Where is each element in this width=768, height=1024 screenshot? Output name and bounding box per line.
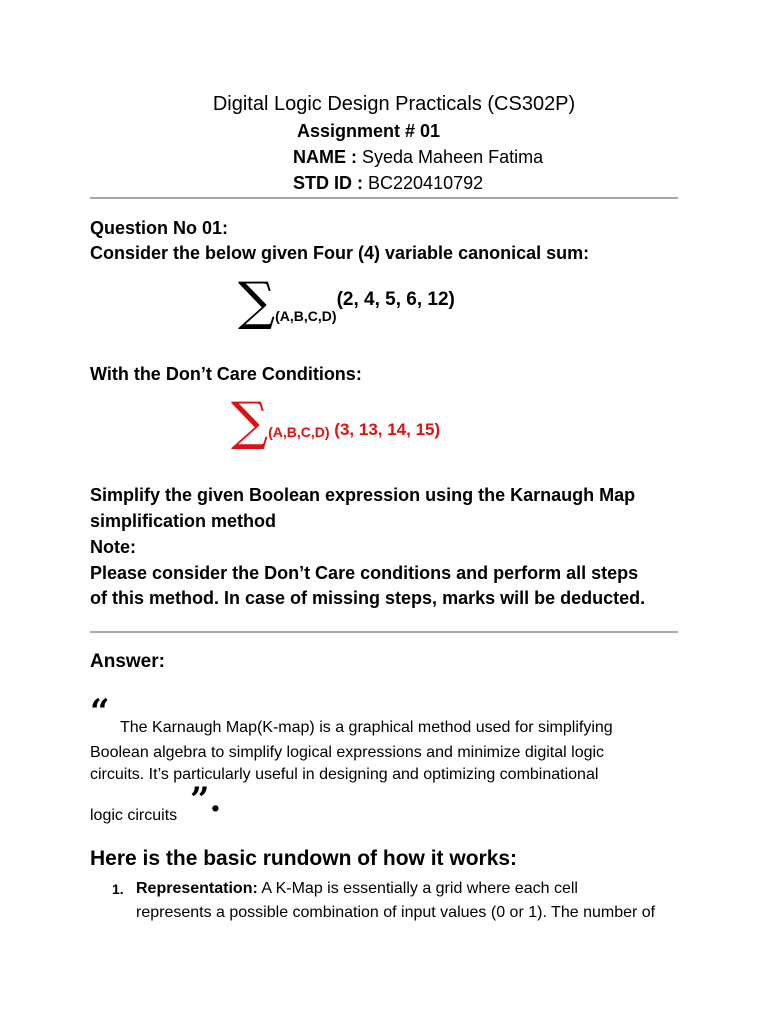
note-label: Note: bbox=[90, 537, 136, 557]
name-label: NAME : bbox=[293, 147, 357, 167]
sigma-symbol: ∑ bbox=[238, 272, 276, 332]
list-item-line-2: represents a possible combination of input values (0 or 1). The number of bbox=[136, 904, 656, 921]
dont-care-sigma-symbol: ∑ bbox=[231, 392, 269, 452]
close-quote-mark: ”. bbox=[190, 780, 222, 820]
student-id-line bbox=[293, 173, 483, 194]
answer-heading: Answer: bbox=[90, 651, 165, 672]
instruction-line-1: Simplify the given Boolean expression using the Karnaugh Map bbox=[90, 485, 636, 505]
assignment-number: Assignment # 01 bbox=[297, 121, 441, 141]
dont-care-variables: (A,B,C,D) bbox=[268, 424, 330, 440]
document-title: Digital Logic Design Practicals (CS302P) bbox=[212, 93, 576, 115]
header-divider bbox=[90, 197, 678, 199]
instruction-line-2: simplification method bbox=[90, 511, 277, 531]
dont-care-sum bbox=[231, 392, 441, 452]
question-number: Question No 01: bbox=[90, 218, 229, 238]
student-name-line bbox=[293, 147, 543, 168]
open-quote-mark: “ bbox=[90, 692, 110, 732]
sum-minterms: (2, 4, 5, 6, 12) bbox=[336, 289, 455, 310]
quote-line-1: The Karnaugh Map(K-map) is a graphical method used for simplifying bbox=[120, 719, 613, 736]
student-id-value: BC220410792 bbox=[368, 173, 484, 193]
note-line-2: of this method. In case of missing steps, marks will be deducted. bbox=[90, 588, 646, 608]
sum-variables: (A,B,C,D) bbox=[275, 308, 337, 324]
dont-care-heading: With the Don’t Care Conditions: bbox=[90, 364, 362, 384]
question-divider bbox=[90, 631, 678, 633]
list-item-number: 1. bbox=[112, 881, 124, 897]
name-value: Syeda Maheen Fatima bbox=[362, 147, 544, 167]
quote-line-3: circuits. It’s particularly useful in designing and optimizing combinational bbox=[90, 766, 599, 783]
list-item-text-1: A K-Map is essentially a grid where each cell bbox=[257, 880, 578, 897]
list-item-term: Representation: bbox=[136, 880, 258, 897]
list-item-line-1 bbox=[136, 877, 578, 900]
student-id-label: STD ID : bbox=[293, 173, 363, 193]
canonical-sum bbox=[238, 272, 455, 332]
rundown-heading: Here is the basic rundown of how it works: bbox=[90, 847, 518, 870]
note-line-1: Please consider the Don’t Care conditions and perform all steps bbox=[90, 563, 639, 583]
dont-care-minterms: (3, 13, 14, 15) bbox=[334, 420, 441, 439]
question-prompt: Consider the below given Four (4) variable canonical sum: bbox=[90, 243, 590, 263]
quote-line-2: Boolean algebra to simplify logical expressions and minimize digital logic bbox=[90, 744, 605, 761]
quote-line-4: logic circuits bbox=[90, 807, 178, 824]
